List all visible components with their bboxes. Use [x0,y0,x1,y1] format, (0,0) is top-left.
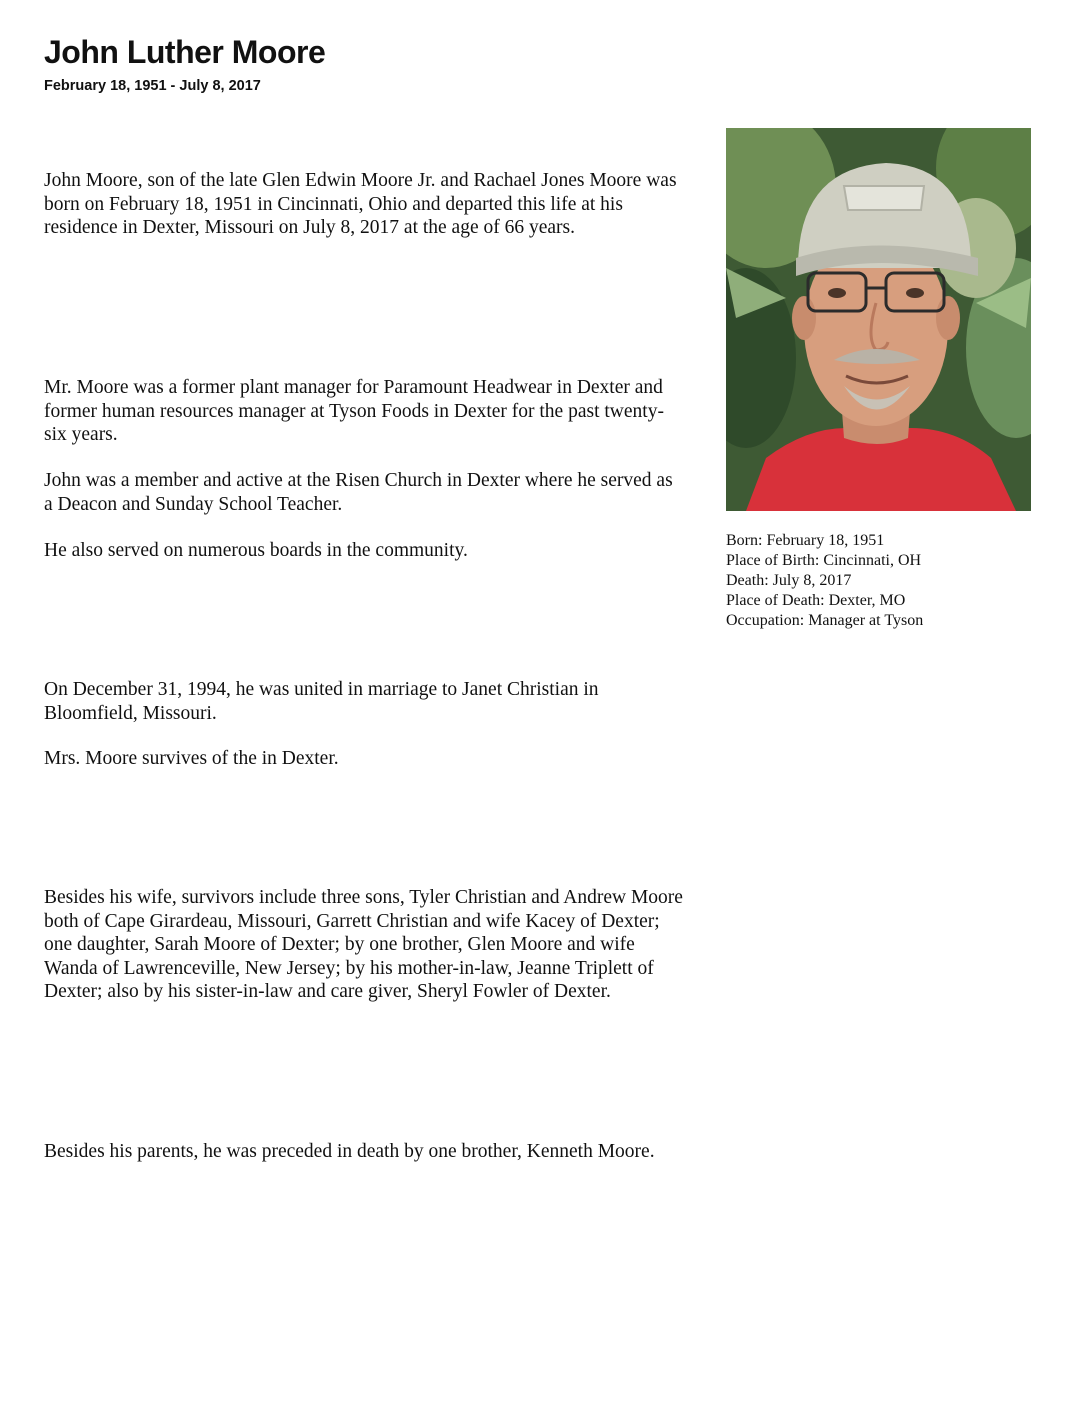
paragraph-marriage: On December 31, 1994, he was united in marriage to Janet Christian in Bloomfield, Missouri. [44,679,599,724]
page-title: John Luther Moore [44,34,326,70]
paragraph-preceded: Besides his parents, he was preceded in death by one brother, Kenneth Moore. [44,1141,655,1162]
paragraph-survivors: Besides his wife, survivors include three sons, Tyler Christian and Andrew Moore both of Cape Girardeau, Missouri, Garrett Christian and wife Kacey of Dexter; one daughter, Sarah Moore of Dexter; by one brother, Glen Moore and wife Wanda of Lawrenceville, New Jersey; by his mother-in-law, Jeanne Triplett of Dexter; also by his sister-in-law and care giver, Sheryl Fowler of Dexter. [44,887,683,1002]
fact-born: Born: February 18, 1951 [726,532,885,549]
fact-place-of-birth: Place of Birth: Cincinnati, OH [726,552,922,569]
fact-occupation: Occupation: Manager at Tyson [726,612,924,629]
paragraph-community: He also served on numerous boards in the community. [44,540,468,561]
paragraph-church: John was a member and active at the Risen Church in Dexter where he served as a Deacon and Sunday School Teacher. [44,470,673,515]
paragraph-wife: Mrs. Moore survives of the in Dexter. [44,748,339,769]
vital-facts [726,531,1056,631]
fact-death: Death: July 8, 2017 [726,572,852,589]
life-dates: February 18, 1951 - July 8, 2017 [44,78,261,94]
portrait-photo [726,128,1031,511]
paragraph-career: Mr. Moore was a former plant manager for Paramount Headwear in Dexter and former human resources manager at Tyson Foods in Dexter for the past twenty-six years. [44,377,664,445]
paragraph-birth: John Moore, son of the late Glen Edwin Moore Jr. and Rachael Jones Moore was born on February 18, 1951 in Cincinnati, Ohio and departed this life at his residence in Dexter, Missouri on July 8, 2017 at the age of 66 years. [44,170,677,238]
fact-place-of-death: Place of Death: Dexter, MO [726,592,906,609]
